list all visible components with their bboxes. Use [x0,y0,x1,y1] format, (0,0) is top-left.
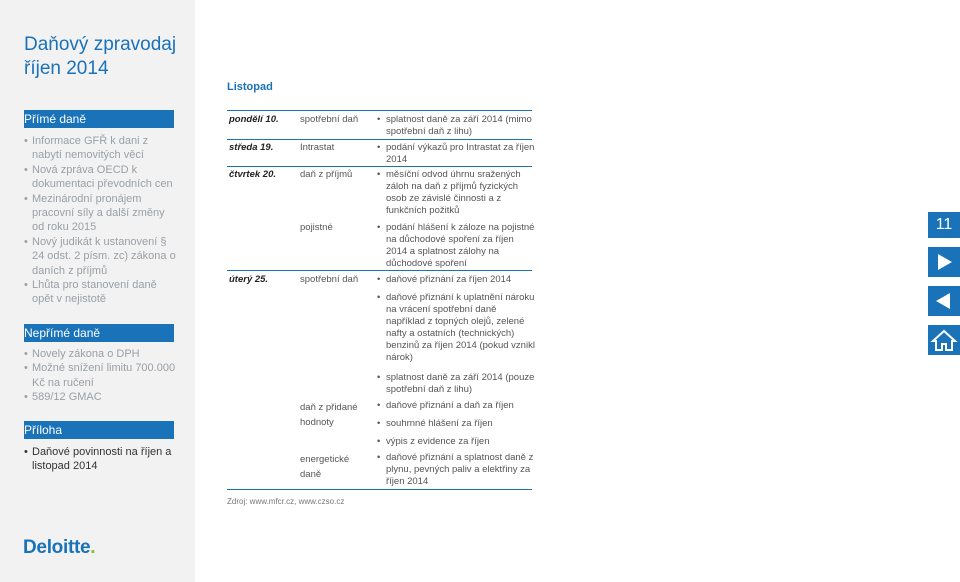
deadline-description: • daňové přiznání a splatnost daně z plynu, pevných paliv a elektřiny za říjen 2014 [377,452,536,488]
tax-type: energetické daně [300,454,350,480]
title-line-1: Daňový zpravodaj [24,34,177,55]
list-item[interactable]: • Možné snížení limitu 700.000 Kč na ručení [24,361,179,390]
deloitte-logo: Deloitte. [23,537,96,558]
deadline-description: • splatnost daně za září 2014 (pouze spotřební daň z lihu) [377,372,536,396]
page-number: 11 [928,212,960,238]
next-page-button[interactable] [928,247,960,277]
tax-type: Intrastat [300,142,335,153]
list-item[interactable]: • Nový judikát k ustanovení § 24 odst. 2 písm. zc) zákona o daních z příjmů [24,235,179,278]
tax-type: spotřební daň [300,114,359,125]
list-item[interactable]: • Daňové povinnosti na říjen a listopad 2014 [24,445,179,474]
tax-type: spotřební daň [300,274,359,285]
tax-type: daň z přidané hodnoty [300,402,358,428]
home-icon [928,325,960,355]
deadline-description: • splatnost daně za září 2014 (mimo spotřební daň z lihu) [377,114,536,138]
direct-taxes-list [24,134,179,307]
month-heading: Listopad [227,81,273,93]
row-divider [227,166,532,167]
tax-type: daň z příjmů [300,169,353,180]
tax-type: pojistné [300,222,333,233]
deadline-description: • daňové přiznání za říjen 2014 [377,274,536,286]
list-item[interactable]: • 589/12 GMAC [24,390,179,404]
day-label: pondělí 10. [229,114,279,125]
section-heading-direct-taxes[interactable]: Přímé daně [24,110,174,128]
play-next-icon [928,247,960,277]
deadline-description: • podání výkazů pro Intrastat za říjen 2014 [377,142,536,166]
calendar-table [227,110,532,111]
attachment-list [24,445,179,474]
row-divider [227,139,532,140]
home-button[interactable] [928,325,960,355]
day-label: středa 19. [229,142,274,153]
row-divider [227,489,532,490]
deadline-description: • daňové přiznání a daň za říjen [377,400,536,412]
deadline-description: • souhrnné hlášení za říjen [377,418,536,430]
deadline-description: • daňové přiznání k uplatnění nároku na vrácení spotřební daně například z topných olejů, zelené nafty a ostatních (technických) benzinů za říjen 2014 (pokud vznikl nárok) [377,292,536,364]
sidebar [0,0,195,582]
row-divider [227,270,532,271]
section-heading-attachment[interactable]: Příloha [24,421,174,439]
deadline-description: • podání hlášení k záloze na pojistné na důchodové spoření za říjen 2014 a splatnost zálohy na důchodové spoření [377,222,536,270]
day-label: čtvrtek 20. [229,169,277,180]
previous-page-button[interactable] [928,286,960,316]
list-item[interactable]: • Mezinárodní pronájem pracovní síly a další změny od roku 2015 [24,192,179,235]
list-item[interactable]: • Lhůta pro stanovení daně opět v nejistotě [24,278,179,307]
list-item[interactable]: • Informace GFŘ k dani z nabytí nemovitých věcí [24,134,179,163]
list-item[interactable]: • Nová zpráva OECD k dokumentaci převodních cen [24,163,179,192]
section-heading-indirect-taxes[interactable]: Nepřímé daně [24,324,174,342]
title-line-2: říjen 2014 [24,58,109,79]
deadline-description: • výpis z evidence za říjen [377,436,536,448]
day-label: úterý 25. [229,274,269,285]
list-item[interactable]: • Novely zákona o DPH [24,347,179,361]
source-note: Zdroj: www.mfcr.cz, www.czso.cz [227,497,345,506]
indirect-taxes-list [24,347,179,405]
deadline-description: • měsíční odvod úhrnu sražených záloh na daň z příjmů fyzických osob ze závislé činnosti a z funkčních požitků [377,169,536,217]
page-title [24,33,176,81]
play-prev-icon [928,286,960,316]
